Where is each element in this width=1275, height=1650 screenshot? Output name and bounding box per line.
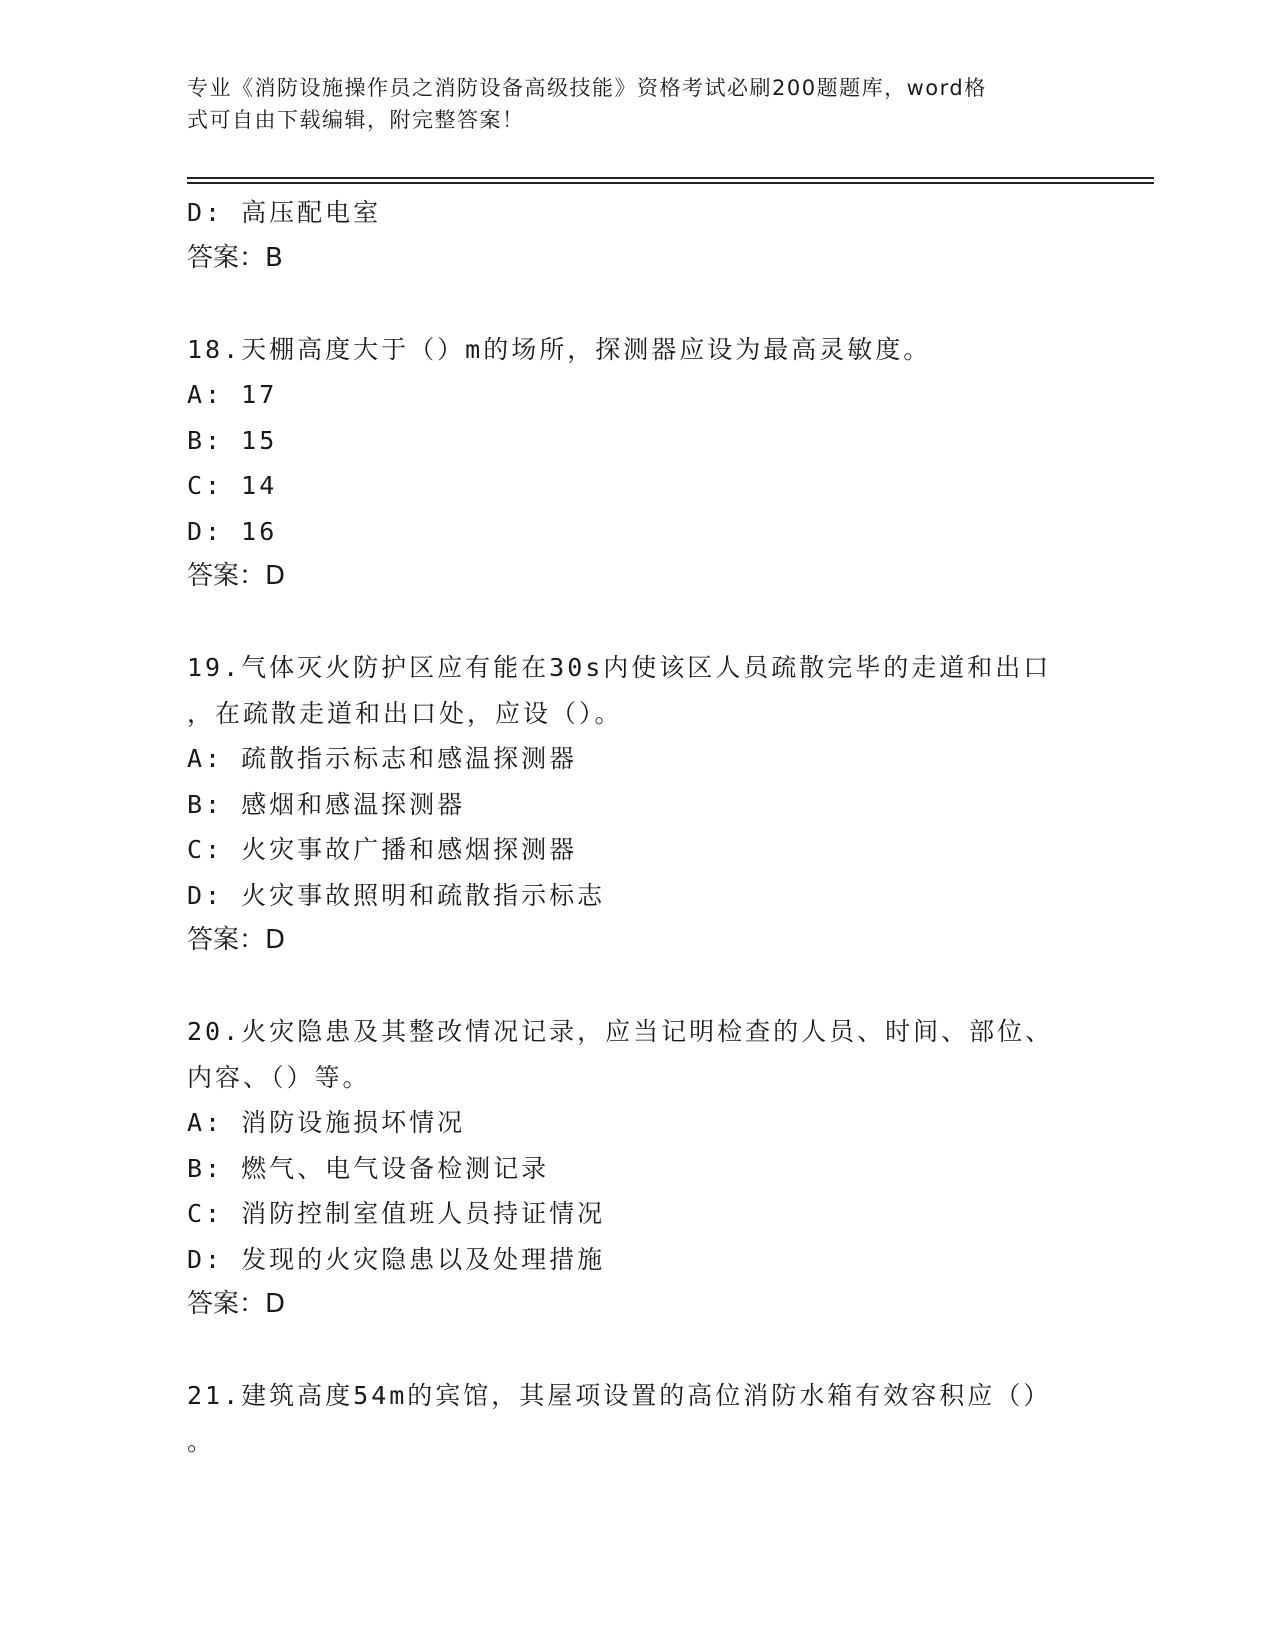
question-text-line-1: 21.建筑高度54m的宾馆，其屋项设置的高位消防水箱有效容积应（） <box>187 1381 1052 1410</box>
header-divider-bottom <box>187 182 1154 184</box>
spacer <box>187 1328 1087 1374</box>
question-19 <box>187 645 1087 964</box>
header-divider-top <box>187 177 1154 179</box>
option-a: A: 17 <box>187 380 278 409</box>
question-list <box>187 190 1087 1464</box>
question-18 <box>187 327 1087 600</box>
option-b: B: 燃气、电气设备检测记录 <box>187 1153 550 1183</box>
option-c: C: 消防控制室值班人员持证情况 <box>187 1199 606 1228</box>
prev-answer: 答案：B <box>187 242 283 273</box>
option-d: D: 16 <box>187 516 278 546</box>
option-a: A: 消防设施损坏情况 <box>187 1108 466 1137</box>
question-21 <box>187 1373 1087 1464</box>
question-20 <box>187 1009 1087 1328</box>
question-text-line-1: 20.火灾隐患及其整改情况记录，应当记明检查的人员、时间、部位、 <box>187 1017 1054 1046</box>
question-text: 18.天棚高度大于（）m的场所，探测器应设为最高灵敏度。 <box>187 334 932 364</box>
option-c: C: 14 <box>187 471 278 500</box>
option-c: C: 火灾事故广播和感烟探测器 <box>187 835 578 864</box>
question-text-line-2: ，在疏散走道和出口处，应设（）。 <box>187 698 623 728</box>
spacer <box>187 600 1087 646</box>
question-text-line-1: 19.气体灭火防护区应有能在30s内使该区人员疏散完毕的走道和出口 <box>187 653 1052 682</box>
answer: 答案：D <box>187 1289 286 1319</box>
document-header <box>187 72 1067 136</box>
header-line-2: 式可自由下载编辑，附完整答案！ <box>187 108 525 132</box>
header-line-1: 专业《消防设施操作员之消防设备高级技能》资格考试必刷200题题库，word格 <box>187 76 987 100</box>
question-text-line-2: 内容、（）等。 <box>187 1062 371 1092</box>
spacer <box>187 964 1087 1010</box>
question-text-line-2: 。 <box>187 1426 216 1456</box>
prev-option-d: D: 高压配电室 <box>187 198 382 227</box>
answer: 答案：D <box>187 561 286 591</box>
option-a: A: 疏散指示标志和感温探测器 <box>187 744 578 773</box>
option-d: D: 发现的火灾隐患以及处理措施 <box>187 1244 606 1274</box>
spacer <box>187 281 1087 327</box>
option-b: B: 感烟和感温探测器 <box>187 789 466 819</box>
option-d: D: 火灾事故照明和疏散指示标志 <box>187 880 606 910</box>
answer: 答案：D <box>187 925 286 955</box>
option-b: B: 15 <box>187 425 278 455</box>
